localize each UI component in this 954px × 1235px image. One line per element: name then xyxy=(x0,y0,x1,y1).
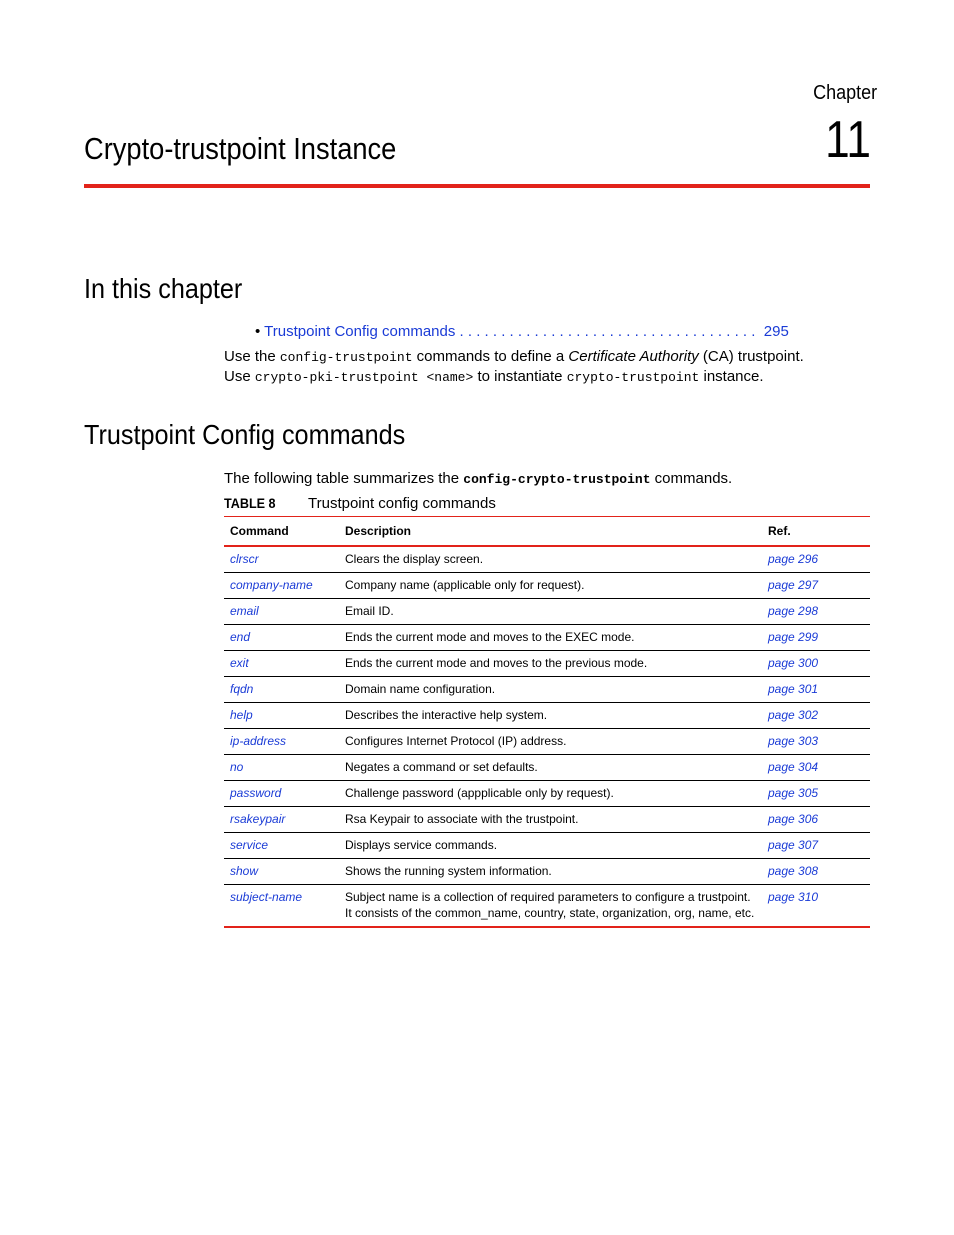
table-row xyxy=(224,755,870,781)
toc-link[interactable]: Trustpoint Config commands xyxy=(264,323,456,340)
table-row xyxy=(224,729,870,755)
table-row xyxy=(224,599,870,625)
command-link[interactable]: subject-name xyxy=(224,885,339,928)
command-link[interactable]: clrscr xyxy=(224,546,339,573)
command-description: Subject name is a collection of required parameters to configure a trustpoint. It consists of the common_name, country, state, organization, org, name, etc. xyxy=(339,885,762,928)
page-ref-link[interactable]: page 307 xyxy=(762,833,870,859)
page-ref-link[interactable]: page 301 xyxy=(762,677,870,703)
command-description: Negates a command or set defaults. xyxy=(339,755,762,781)
page-ref-link[interactable]: page 303 xyxy=(762,729,870,755)
text: The following table summarizes the xyxy=(224,470,464,487)
table-row xyxy=(224,651,870,677)
table-row xyxy=(224,781,870,807)
table-row xyxy=(224,625,870,651)
text: commands to define a xyxy=(412,348,569,365)
toc-bullet: • xyxy=(255,323,261,340)
command-description: Displays service commands. xyxy=(339,833,762,859)
table-caption xyxy=(224,495,496,512)
toc-page-number[interactable]: 295 xyxy=(763,323,789,340)
chapter-label: Chapter xyxy=(812,82,877,104)
command-link[interactable]: fqdn xyxy=(224,677,339,703)
command-description: Company name (applicable only for request). xyxy=(339,573,762,599)
text: commands. xyxy=(650,470,733,487)
page-ref-link[interactable]: page 298 xyxy=(762,599,870,625)
toc-entry[interactable] xyxy=(255,323,789,340)
column-header-command: Command xyxy=(224,517,339,546)
text: (CA) trustpoint. xyxy=(698,348,804,365)
section-heading-in-this-chapter: In this chapter xyxy=(84,273,243,304)
code-text: crypto-trustpoint xyxy=(566,370,700,385)
command-link[interactable]: ip-address xyxy=(224,729,339,755)
text: Use xyxy=(224,368,255,385)
code-text: config-trustpoint xyxy=(279,350,413,365)
command-description: Ends the current mode and moves to the EXEC mode. xyxy=(339,625,762,651)
table-caption-label: TABLE 8 xyxy=(224,495,276,511)
table-row xyxy=(224,677,870,703)
table-row xyxy=(224,546,870,573)
command-description: Ends the current mode and moves to the previous mode. xyxy=(339,651,762,677)
command-description: Rsa Keypair to associate with the trustpoint. xyxy=(339,807,762,833)
command-link[interactable]: no xyxy=(224,755,339,781)
command-link[interactable]: company-name xyxy=(224,573,339,599)
text: instance. xyxy=(699,368,764,385)
command-link[interactable]: email xyxy=(224,599,339,625)
page-ref-link[interactable]: page 306 xyxy=(762,807,870,833)
command-description: Email ID. xyxy=(339,599,762,625)
page-ref-link[interactable]: page 305 xyxy=(762,781,870,807)
table-row xyxy=(224,885,870,928)
code-text: config-crypto-trustpoint xyxy=(463,472,651,487)
title-rule xyxy=(84,184,870,188)
page-ref-link[interactable]: page 310 xyxy=(762,885,870,928)
toc-leader: . . . . . . . . . . . . . . . . . . . . . . . . . . . . . . . . . . . . xyxy=(455,323,756,340)
table-row xyxy=(224,807,870,833)
page-ref-link[interactable]: page 302 xyxy=(762,703,870,729)
command-link[interactable]: exit xyxy=(224,651,339,677)
chapter-number: 11 xyxy=(825,111,871,169)
command-description: Clears the display screen. xyxy=(339,546,762,573)
table-row xyxy=(224,703,870,729)
code-text: crypto-pki-trustpoint <name> xyxy=(254,370,474,385)
page-ref-link[interactable]: page 296 xyxy=(762,546,870,573)
command-link[interactable]: rsakeypair xyxy=(224,807,339,833)
table-row xyxy=(224,833,870,859)
intro-paragraph-1 xyxy=(224,348,804,365)
command-link[interactable]: service xyxy=(224,833,339,859)
command-description: Domain name configuration. xyxy=(339,677,762,703)
section-heading-trustpoint-config: Trustpoint Config commands xyxy=(84,419,406,450)
page-ref-link[interactable]: page 299 xyxy=(762,625,870,651)
page-ref-link[interactable]: page 297 xyxy=(762,573,870,599)
page-ref-link[interactable]: page 300 xyxy=(762,651,870,677)
command-link[interactable]: password xyxy=(224,781,339,807)
intro-paragraph-2 xyxy=(224,368,764,385)
page-ref-link[interactable]: page 308 xyxy=(762,859,870,885)
commands-table xyxy=(224,517,870,928)
command-description: Describes the interactive help system. xyxy=(339,703,762,729)
text: Use the xyxy=(224,348,280,365)
text: to instantiate xyxy=(473,368,567,385)
command-link[interactable]: show xyxy=(224,859,339,885)
command-description: Configures Internet Protocol (IP) address. xyxy=(339,729,762,755)
command-description: Challenge password (appplicable only by request). xyxy=(339,781,762,807)
column-header-description: Description xyxy=(339,517,762,546)
column-header-ref: Ref. xyxy=(762,517,870,546)
command-link[interactable]: help xyxy=(224,703,339,729)
table-row xyxy=(224,859,870,885)
command-description: Shows the running system information. xyxy=(339,859,762,885)
chapter-title: Crypto-trustpoint Instance xyxy=(84,131,397,166)
emphasis-text: Certificate Authority xyxy=(568,348,699,365)
command-link[interactable]: end xyxy=(224,625,339,651)
table-intro xyxy=(224,470,732,487)
table-row xyxy=(224,573,870,599)
table-caption-text: Trustpoint config commands xyxy=(308,495,496,512)
table-header-row xyxy=(224,517,870,546)
page-ref-link[interactable]: page 304 xyxy=(762,755,870,781)
